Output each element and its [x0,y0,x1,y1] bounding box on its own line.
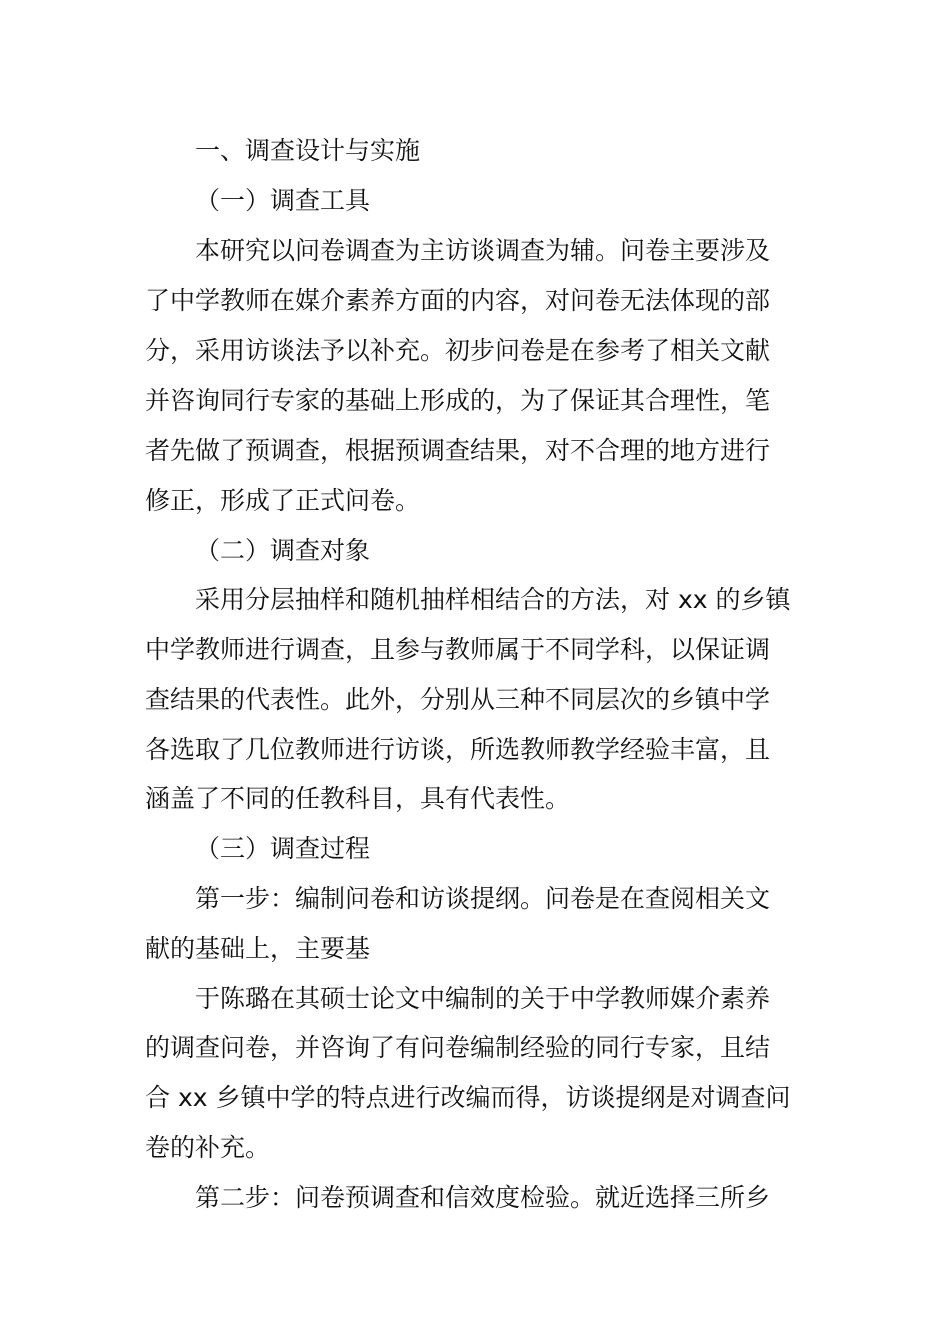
paragraph-line: 分，采用访谈法予以补充。初步问卷是在参考了相关文献 [145,336,771,365]
paragraph-line: 各选取了几位教师进行访谈，所选教师教学经验丰富，且 [145,735,771,764]
paragraph-line: 第一步：编制问卷和访谈提纲。问卷是在查阅相关文 [195,884,771,913]
paragraph-line: 并咨询同行专家的基础上形成的，为了保证其合理性，笔 [145,386,771,415]
paragraph-line: 修正，形成了正式问卷。 [145,486,421,515]
paragraph-line: 涵盖了不同的任教科目，具有代表性。 [145,784,571,813]
paragraph-line: 第二步：问卷预调查和信效度检验。就近选择三所乡 [195,1183,771,1212]
subsection-heading: （三）调查过程 [195,834,371,863]
section-heading: 一、调查设计与实施 [195,136,421,165]
paragraph-line: 献的基础上，主要基 [145,934,371,963]
paragraph-line: 采用分层抽样和随机抽样相结合的方法，对 xx 的乡镇 [195,585,791,614]
subsection-heading: （一）调查工具 [195,186,371,215]
paragraph-line: 本研究以问卷调查为主访谈调查为辅。问卷主要涉及 [195,236,771,265]
subsection-heading: （二）调查对象 [195,536,371,565]
paragraph-line: 中学教师进行调查，且参与教师属于不同学科，以保证调 [145,635,771,664]
paragraph-line: 了中学教师在媒介素养方面的内容，对问卷无法体现的部 [145,286,771,315]
paragraph-line: 的调查问卷，并咨询了有问卷编制经验的同行专家，且结 [145,1033,771,1062]
paragraph-line: 者先做了预调查，根据预调查结果，对不合理的地方进行 [145,436,771,465]
paragraph-line: 卷的补充。 [145,1133,271,1162]
paragraph-line: 合 xx 乡镇中学的特点进行改编而得，访谈提纲是对调查问 [145,1083,791,1112]
paragraph-line: 于陈璐在其硕士论文中编制的关于中学教师媒介素养 [195,984,771,1013]
paragraph-line: 查结果的代表性。此外，分别从三种不同层次的乡镇中学 [145,685,771,714]
